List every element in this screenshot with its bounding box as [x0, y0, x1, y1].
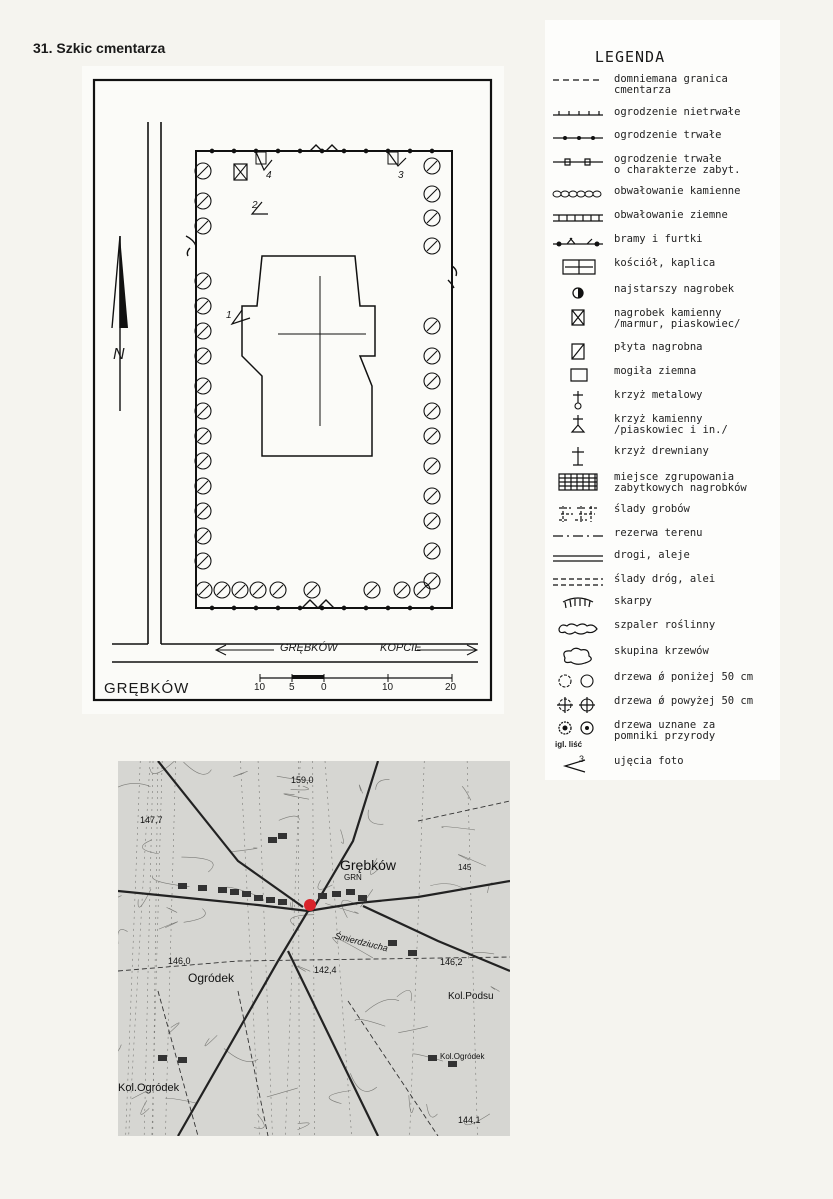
- grave-slab-icon: [551, 342, 605, 362]
- map-elevation: 144,1: [458, 1115, 481, 1125]
- legend-item-label: krzyż metalowy: [614, 389, 703, 401]
- grave-cluster-icon: [551, 472, 605, 492]
- permanent-fence-icon: [551, 130, 605, 150]
- wooden-cross-icon: [551, 446, 605, 466]
- stone-cross-icon: [551, 414, 605, 434]
- scale-tick-label: 5: [289, 682, 295, 693]
- legend-item-label: krzyż kamienny /piaskowiec i in./: [614, 413, 728, 436]
- small-tree-icon: [551, 672, 605, 692]
- gate-icon: [551, 234, 605, 254]
- temporary-fence-icon: [551, 107, 605, 127]
- legend-item-label: domniemana granica cmentarza: [614, 73, 728, 96]
- road-icon: [551, 550, 605, 570]
- legend-item-label: krzyż drewniany: [614, 445, 709, 457]
- map-elevation: 145: [458, 863, 472, 872]
- legend-item-label: szpaler roślinny: [614, 619, 716, 631]
- legend-item-label: najstarszy nagrobek: [614, 283, 735, 295]
- legend-item-label: nagrobek kamienny /marmur, piaskowiec/: [614, 307, 741, 330]
- legend-item-label: ślady dróg, alei: [614, 573, 716, 585]
- cemetery-fence: [196, 151, 452, 608]
- legend-item-label: ogrodzenie trwałe o charakterze zabyt.: [614, 153, 741, 176]
- reserve-line-icon: [551, 528, 605, 548]
- escarpment-icon: [551, 596, 605, 616]
- road-label-east: KOPCIE: [380, 642, 422, 654]
- stone-bank-icon: [551, 186, 605, 206]
- large-tree-icon: [551, 696, 605, 716]
- monument-tree-icon: [551, 720, 605, 740]
- map-label-place: Kol.Ogródek: [118, 1082, 180, 1094]
- topographic-map: [118, 761, 510, 1136]
- road-label-west: GRĘBKÓW: [280, 642, 338, 654]
- church-icon: [551, 258, 605, 278]
- legend-item-label: bramy i furtki: [614, 233, 703, 245]
- scale-tick-label: 10: [382, 682, 394, 693]
- legend-item-label: skarpy: [614, 595, 652, 607]
- map-label-place: Kol.Ogródek: [440, 1052, 485, 1061]
- legend-title: LEGENDA: [594, 48, 666, 66]
- north-label: N: [113, 346, 125, 363]
- legend-item-label: ślady grobów: [614, 503, 690, 515]
- legend-item-label: ogrodzenie nietrwałe: [614, 106, 741, 118]
- legend-item-label: ogrodzenie trwałe: [614, 129, 722, 141]
- earth-grave-icon: [551, 366, 605, 386]
- scale-tick-label: 0: [321, 682, 327, 693]
- road-traces-icon: [551, 574, 605, 594]
- cemetery-sketch-drawing: [82, 66, 504, 714]
- photo-number: 4: [266, 170, 272, 181]
- hedge-icon: [551, 620, 605, 640]
- historic-fence-icon: [551, 154, 605, 174]
- map-label-place: Kol.Podsu: [448, 991, 494, 1002]
- legend-item-label: drzewa ǿ poniżej 50 cm: [614, 671, 754, 683]
- monument-tree-sub-labels: igl. liść: [555, 740, 583, 749]
- legend-item-label: drogi, aleje: [614, 549, 690, 561]
- legend-item-label: kościół, kaplica: [614, 257, 716, 269]
- map-elevation: 142,4: [314, 965, 337, 975]
- topographic-map-drawing: [118, 761, 510, 1136]
- grave-traces-icon: [551, 504, 605, 524]
- map-label-place: Ogródek: [188, 971, 235, 985]
- sketch-village-label: GRĘBKÓW: [104, 680, 190, 697]
- legend-item-label: drzewa ǿ powyżej 50 cm: [614, 695, 754, 707]
- legend-item-label: płyta nagrobna: [614, 341, 703, 353]
- map-elevation: 147,7: [140, 815, 163, 825]
- map-elevation: 146,0: [168, 956, 191, 966]
- oldest-grave-icon: [551, 284, 605, 304]
- cemetery-marker: [304, 899, 316, 911]
- scale-tick-label: 10: [254, 682, 266, 693]
- photo-number: 2: [252, 200, 258, 211]
- map-label-village-code: GRN: [344, 873, 362, 882]
- legend-item-label: miejsce zgrupowania zabytkowych nagrobków: [614, 471, 747, 494]
- stone-tomb-icon: [551, 308, 605, 328]
- map-label-stream: Śmierdziucha: [333, 930, 389, 954]
- photo-number: 3: [398, 170, 404, 181]
- earth-bank-icon: [551, 210, 605, 230]
- legend-item-label: skupina krzewów: [614, 645, 709, 657]
- map-elevation: 146,2: [440, 957, 463, 967]
- cemetery-sketch: [82, 66, 504, 714]
- page-title: 31. Szkic cmentarza: [33, 40, 166, 56]
- legend-item-label: obwałowanie ziemne: [614, 209, 728, 221]
- legend-item-label: rezerwa terenu: [614, 527, 703, 539]
- metal-cross-icon: [551, 390, 605, 410]
- dashed-line-icon: [551, 74, 605, 94]
- legend-item-label: ujęcia foto: [614, 755, 684, 767]
- legend-item-label: drzewa uznane za pomniki przyrody: [614, 719, 716, 742]
- legend-item-label: obwałowanie kamienne: [614, 185, 741, 197]
- legend-panel: [545, 20, 780, 780]
- photo-number: 1: [226, 310, 232, 321]
- photo-view-icon: [551, 756, 605, 776]
- photo-view-number: 3: [579, 754, 585, 764]
- map-label-village: Grębków: [340, 857, 397, 873]
- shrub-group-icon: [551, 646, 605, 666]
- map-elevation: 159,0: [291, 775, 314, 785]
- legend-item-label: mogiła ziemna: [614, 365, 697, 377]
- scale-tick-label: 20: [445, 682, 457, 693]
- church-outline: [242, 256, 375, 456]
